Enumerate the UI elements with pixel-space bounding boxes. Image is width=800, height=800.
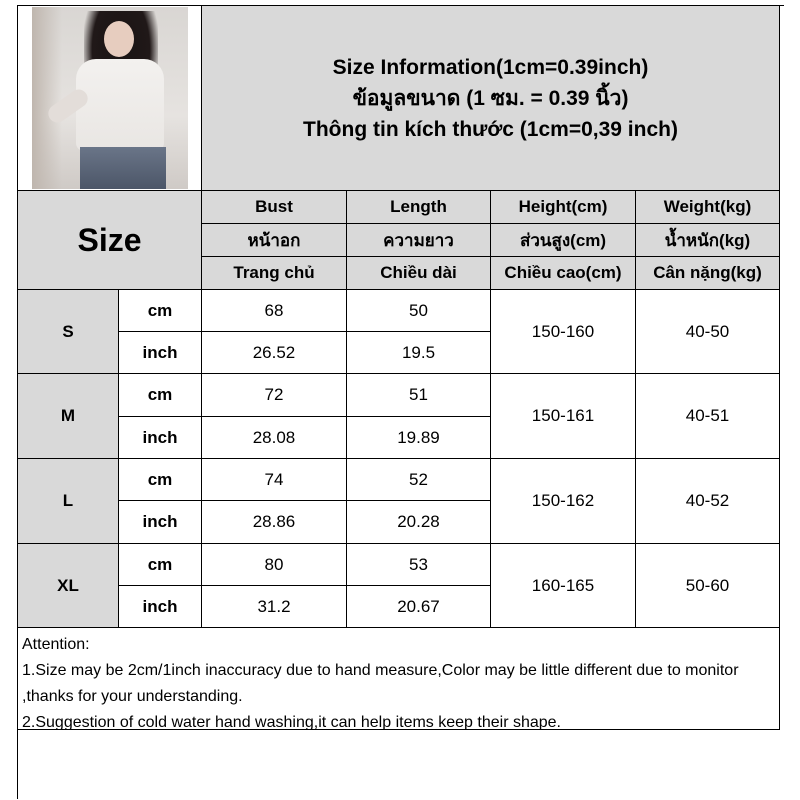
unit-inch: inch [119, 332, 202, 374]
bust-cm-l: 74 [202, 459, 347, 501]
bust-inch-m: 28.08 [202, 417, 347, 459]
photo-jeans [80, 147, 166, 189]
weight-m: 40-51 [636, 374, 780, 459]
length-cm-s: 50 [347, 290, 491, 332]
product-photo-cell [18, 6, 202, 191]
unit-inch: inch [119, 501, 202, 544]
size-label-s: S [18, 290, 119, 374]
attention-note-1: 1.Size may be 2cm/1inch inaccuracy due to hand measure,Color may be little different due to monitor ,thanks for your understanding. [22, 662, 739, 705]
photo-white-top [76, 59, 164, 151]
size-label-m: M [18, 374, 119, 459]
unit-cm: cm [119, 290, 202, 332]
size-label-l: L [18, 459, 119, 544]
length-inch-xl: 20.67 [347, 586, 491, 628]
header-height-en: Height(cm) [491, 191, 636, 224]
attention-note-2: 2.Suggestion of cold water hand washing,it can help items keep their shape. [22, 714, 561, 730]
height-xl: 160-165 [491, 544, 636, 628]
bust-cm-s: 68 [202, 290, 347, 332]
header-bust-th: หน้าอก [202, 224, 347, 257]
length-inch-m: 19.89 [347, 417, 491, 459]
bust-inch-xl: 31.2 [202, 586, 347, 628]
height-m: 150-161 [491, 374, 636, 459]
weight-xl: 50-60 [636, 544, 780, 628]
unit-cm: cm [119, 374, 202, 417]
length-inch-s: 19.5 [347, 332, 491, 374]
attention-heading: Attention: [22, 636, 90, 653]
title-thai: ข้อมูลขนาด (1 ซม. = 0.39 นิ้ว) [352, 86, 629, 110]
unit-cm: cm [119, 544, 202, 586]
size-header: Size [18, 191, 202, 290]
photo-background [32, 7, 62, 189]
header-bust-vi: Trang chủ [202, 257, 347, 290]
header-weight-vi: Cân nặng(kg) [636, 257, 780, 290]
photo-model-face [104, 21, 134, 57]
unit-inch: inch [119, 417, 202, 459]
header-weight-en: Weight(kg) [636, 191, 780, 224]
bust-inch-l: 28.86 [202, 501, 347, 544]
title-block [202, 6, 780, 191]
header-weight-th: น้ำหนัก(kg) [636, 224, 780, 257]
header-height-vi: Chiều cao(cm) [491, 257, 636, 290]
product-photo [32, 7, 188, 189]
height-s: 150-160 [491, 290, 636, 374]
length-cm-m: 51 [347, 374, 491, 417]
header-length-vi: Chiều dài [347, 257, 491, 290]
title-english: Size Information(1cm=0.39inch) [332, 55, 649, 79]
bust-cm-m: 72 [202, 374, 347, 417]
height-l: 150-162 [491, 459, 636, 544]
length-cm-xl: 53 [347, 544, 491, 586]
unit-cm: cm [119, 459, 202, 501]
length-cm-l: 52 [347, 459, 491, 501]
header-length-en: Length [347, 191, 491, 224]
weight-l: 40-52 [636, 459, 780, 544]
title-vietnamese: Thông tin kích thước (1cm=0,39 inch) [303, 117, 678, 141]
bust-cm-xl: 80 [202, 544, 347, 586]
size-table [17, 5, 784, 799]
header-height-th: ส่วนสูง(cm) [491, 224, 636, 257]
unit-inch: inch [119, 586, 202, 628]
header-bust-en: Bust [202, 191, 347, 224]
attention-notes [18, 628, 780, 730]
header-length-th: ความยาว [347, 224, 491, 257]
bust-inch-s: 26.52 [202, 332, 347, 374]
size-label-xl: XL [18, 544, 119, 628]
length-inch-l: 20.28 [347, 501, 491, 544]
weight-s: 40-50 [636, 290, 780, 374]
